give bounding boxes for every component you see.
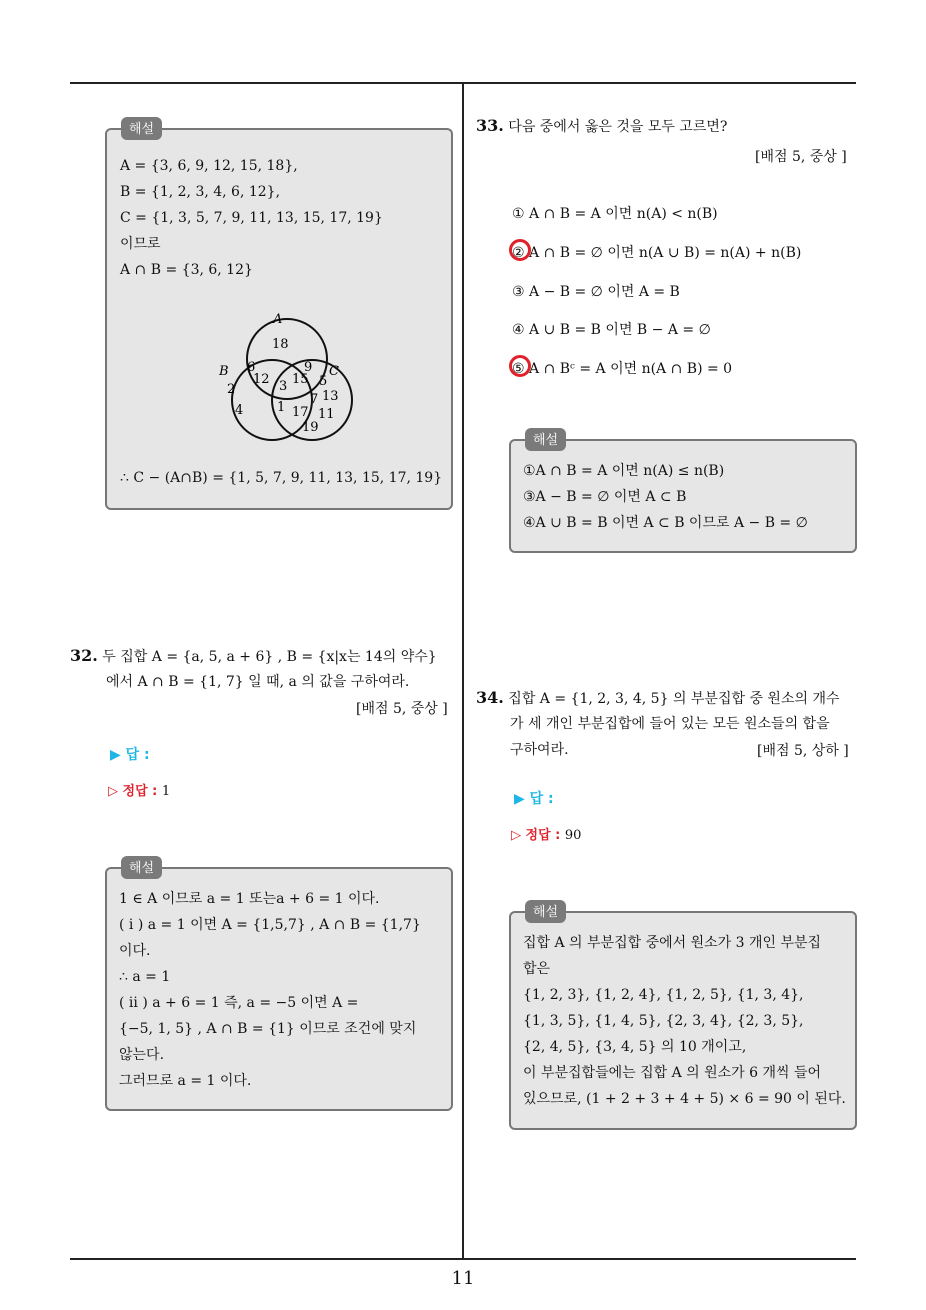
solution-line: C = {1, 3, 5, 7, 9, 11, 13, 15, 17, 19} [120, 210, 383, 226]
solution-line: B = {1, 2, 3, 4, 6, 12}, [120, 184, 281, 200]
correct-answer-value: 1 [161, 784, 171, 799]
choice-5 [512, 358, 732, 378]
venn-number: 4 [235, 403, 244, 418]
page-number: 11 [451, 1268, 475, 1289]
venn-number: 19 [302, 420, 319, 435]
solution-line: {1, 2, 3}, {1, 2, 4}, {1, 2, 5}, {1, 3, 4}, [523, 987, 804, 1003]
choice-text: A ∩ B = ∅ 이면 n(A ∪ B) = n(A) + n(B) [529, 245, 802, 261]
solution-line: A ∩ B = {3, 6, 12} [120, 262, 253, 278]
venn-number: 2 [227, 382, 236, 397]
question-text: 두 집합 A = {a, 5, a + 6} , B = {x|x는 14의 약수} [102, 649, 437, 665]
bottom-rule [70, 1258, 856, 1260]
solution-line: ∴ a = 1 [119, 969, 171, 985]
correct-answer-label: ▷ 정답 : [511, 828, 561, 843]
question-text: 가 세 개인 부분집합에 들어 있는 모든 원소들의 합을 [510, 716, 830, 732]
question-text: 에서 A ∩ B = {1, 7} 일 때, a 의 값을 구하여라. [106, 674, 410, 690]
question-text: 다음 중에서 옳은 것을 모두 고르면? [508, 119, 728, 135]
solution-line: ( i ) a = 1 이면 A = {1,5,7} , A ∩ B = {1,7} [119, 917, 421, 933]
solution-tag: 해설 [525, 428, 566, 451]
correct-answer [108, 780, 170, 799]
solution-line: ③A − B = ∅ 이면 A ⊂ B [523, 489, 687, 505]
solution-box-32 [105, 861, 453, 1111]
choice-mark: ② [512, 245, 525, 261]
answer-label: ▶ 답 : [514, 791, 554, 807]
question-number: 32. [70, 646, 98, 665]
solution-box-34 [509, 905, 857, 1130]
solution-line: ( ii ) a + 6 = 1 즉, a = −5 이면 A = [119, 995, 359, 1011]
choice-mark: ③ [512, 284, 525, 300]
venn-number: 7 [310, 392, 319, 407]
solution-line: 이 부분집합들에는 집합 A 의 원소가 6 개씩 들어 [523, 1065, 822, 1081]
correct-answer-label: ▷ 정답 : [108, 784, 158, 799]
choice-4 [512, 319, 711, 339]
venn-label-b: B [219, 364, 229, 379]
solution-line: 1 ∈ A 이므로 a = 1 또는a + 6 = 1 이다. [119, 891, 380, 907]
venn-number: 9 [304, 360, 313, 375]
solution-line: 집합 A 의 부분집합 중에서 원소가 3 개인 부분집 [523, 935, 822, 951]
venn-label-a: A [273, 312, 283, 327]
venn-label-c: C [329, 364, 339, 379]
choice-text: A ∩ Bᶜ = A 이면 n(A ∩ B) = 0 [529, 361, 733, 377]
solution-line: 합은 [523, 961, 551, 977]
question-number: 33. [476, 116, 504, 135]
question-number: 34. [476, 688, 504, 707]
choice-mark: ⑤ [512, 361, 525, 377]
correct-answer [511, 824, 581, 843]
question-32 [70, 646, 437, 667]
question-text: 구하여라. [510, 742, 569, 758]
choice-1 [512, 203, 718, 223]
question-34 [476, 688, 840, 709]
venn-number: 6 [247, 360, 256, 375]
solution-line: {1, 3, 5}, {1, 4, 5}, {2, 3, 4}, {2, 3, 5}, [523, 1013, 804, 1029]
solution-line: ④A ∪ B = B 이면 A ⊂ B 이므로 A − B = ∅ [523, 515, 808, 531]
solution-box-33 [509, 433, 857, 553]
venn-diagram [207, 305, 357, 445]
venn-number: 13 [322, 389, 339, 404]
question-meta: [배점 5, 중상 ] [755, 149, 847, 165]
venn-number: 17 [292, 405, 309, 420]
choice-mark: ④ [512, 322, 525, 338]
choice-3 [512, 281, 680, 301]
solution-box-31 [105, 122, 453, 510]
answer-label: ▶ 답 : [110, 747, 150, 763]
solution-tag: 해설 [121, 856, 162, 879]
choice-text: A − B = ∅ 이면 A = B [529, 284, 680, 300]
solution-line: ①A ∩ B = A 이면 n(A) ≤ n(B) [523, 463, 725, 479]
solution-line: 있으므로, (1 + 2 + 3 + 4 + 5) × 6 = 90 이 된다. [523, 1091, 846, 1107]
solution-line: 그러므로 a = 1 이다. [119, 1073, 252, 1089]
solution-line: {−5, 1, 5} , A ∩ B = {1} 이므로 조건에 맞지 [119, 1021, 417, 1037]
question-33 [476, 116, 727, 137]
column-divider [462, 83, 464, 1260]
choice-text: A ∪ B = B 이면 B − A = ∅ [529, 322, 711, 338]
venn-number: 12 [253, 372, 270, 387]
venn-number: 1 [277, 400, 286, 415]
solution-line: 이므로 [120, 236, 161, 252]
question-meta: [배점 5, 상하 ] [757, 743, 849, 759]
venn-number: 5 [319, 374, 328, 389]
venn-number: 15 [292, 372, 309, 387]
question-meta: [배점 5, 중상 ] [356, 701, 448, 717]
solution-tag: 해설 [121, 117, 162, 140]
solution-conclusion: ∴ C − (A∩B) = {1, 5, 7, 9, 11, 13, 15, 17, 19} [120, 470, 443, 486]
solution-tag: 해설 [525, 900, 566, 923]
solution-line: A = {3, 6, 9, 12, 15, 18}, [120, 158, 298, 174]
venn-number: 3 [279, 379, 288, 394]
choice-2 [512, 242, 801, 262]
choice-mark: ① [512, 206, 525, 222]
correct-answer-value: 90 [564, 828, 582, 843]
solution-line: 않는다. [119, 1047, 165, 1063]
choice-text: A ∩ B = A 이면 n(A) < n(B) [529, 206, 718, 222]
question-text: 집합 A = {1, 2, 3, 4, 5} 의 부분집합 중 원소의 개수 [508, 691, 840, 707]
venn-number: 11 [318, 407, 335, 422]
solution-line: 이다. [119, 943, 151, 959]
venn-number: 18 [272, 337, 289, 352]
solution-line: {2, 4, 5}, {3, 4, 5} 의 10 개이고, [523, 1039, 747, 1055]
